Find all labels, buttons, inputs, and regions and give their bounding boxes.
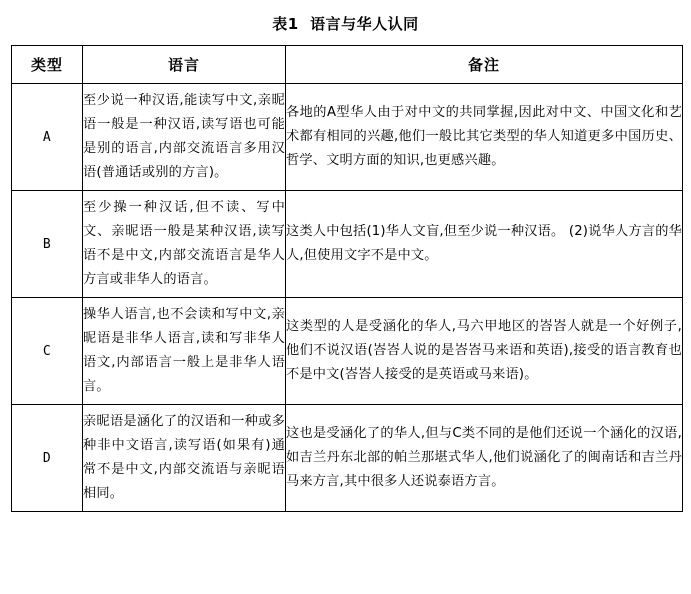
column-header-note: 备注 bbox=[286, 46, 683, 84]
table-row bbox=[12, 405, 683, 512]
language-chinese-identity-table bbox=[11, 45, 683, 512]
cell-language: 至少说一种汉语,能读写中文,亲昵语一般是一种汉语,读写语也可能是别的语言,内部交流语言多用汉语(普通话或别的方言)。 bbox=[83, 84, 286, 191]
table-row bbox=[12, 84, 683, 191]
cell-type: C bbox=[12, 298, 83, 405]
cell-language: 至少操一种汉话,但不读、写中文、亲昵语一般是某种汉语,读写语不是中文,内部交流语言是华人方言或非华人的语言。 bbox=[83, 191, 286, 298]
table-header bbox=[12, 46, 683, 84]
cell-type: D bbox=[12, 405, 83, 512]
table-body bbox=[12, 84, 683, 512]
column-header-type: 类型 bbox=[12, 46, 83, 84]
table-title: 表1 语言与华人认同 bbox=[272, 15, 419, 33]
header-row bbox=[12, 46, 683, 84]
table-row bbox=[12, 191, 683, 298]
cell-language: 亲昵语是涵化了的汉语和一种或多种非中文语言,读写语(如果有)通常不是中文,内部交流语与亲昵语相同。 bbox=[83, 405, 286, 512]
cell-language: 操华人语言,也不会读和写中文,亲昵语是非华人语言,读和写非华人语文,内部语言一般上是非华人语言。 bbox=[83, 298, 286, 405]
cell-type: A bbox=[12, 84, 83, 191]
cell-note: 这类人中包括(1)华人文盲,但至少说一种汉语。 (2)说华人方言的华人,但使用文字不是中文。 bbox=[286, 191, 683, 298]
cell-note: 各地的A型华人由于对中文的共同掌握,因此对中文、中国文化和艺术都有相同的兴趣,他们一般比其它类型的华人知道更多中国历史、哲学、文明方面的知识,也更感兴趣。 bbox=[286, 84, 683, 191]
column-header-language: 语言 bbox=[83, 46, 286, 84]
table-row bbox=[12, 298, 683, 405]
cell-note: 这也是受涵化了的华人,但与C类不同的是他们还说一个涵化的汉语,如吉兰丹东北部的帕兰那堪式华人,他们说涵化了的闽南话和吉兰丹马来方言,其中很多人还说泰语方言。 bbox=[286, 405, 683, 512]
cell-note: 这类型的人是受涵化的华人,马六甲地区的峇峇人就是一个好例子,他们不说汉语(峇峇人说的是峇峇马来语和英语),接受的语言教育也不是中文(峇峇人接受的是英语或马来语)。 bbox=[286, 298, 683, 405]
cell-type: B bbox=[12, 191, 83, 298]
table-container bbox=[11, 45, 682, 512]
